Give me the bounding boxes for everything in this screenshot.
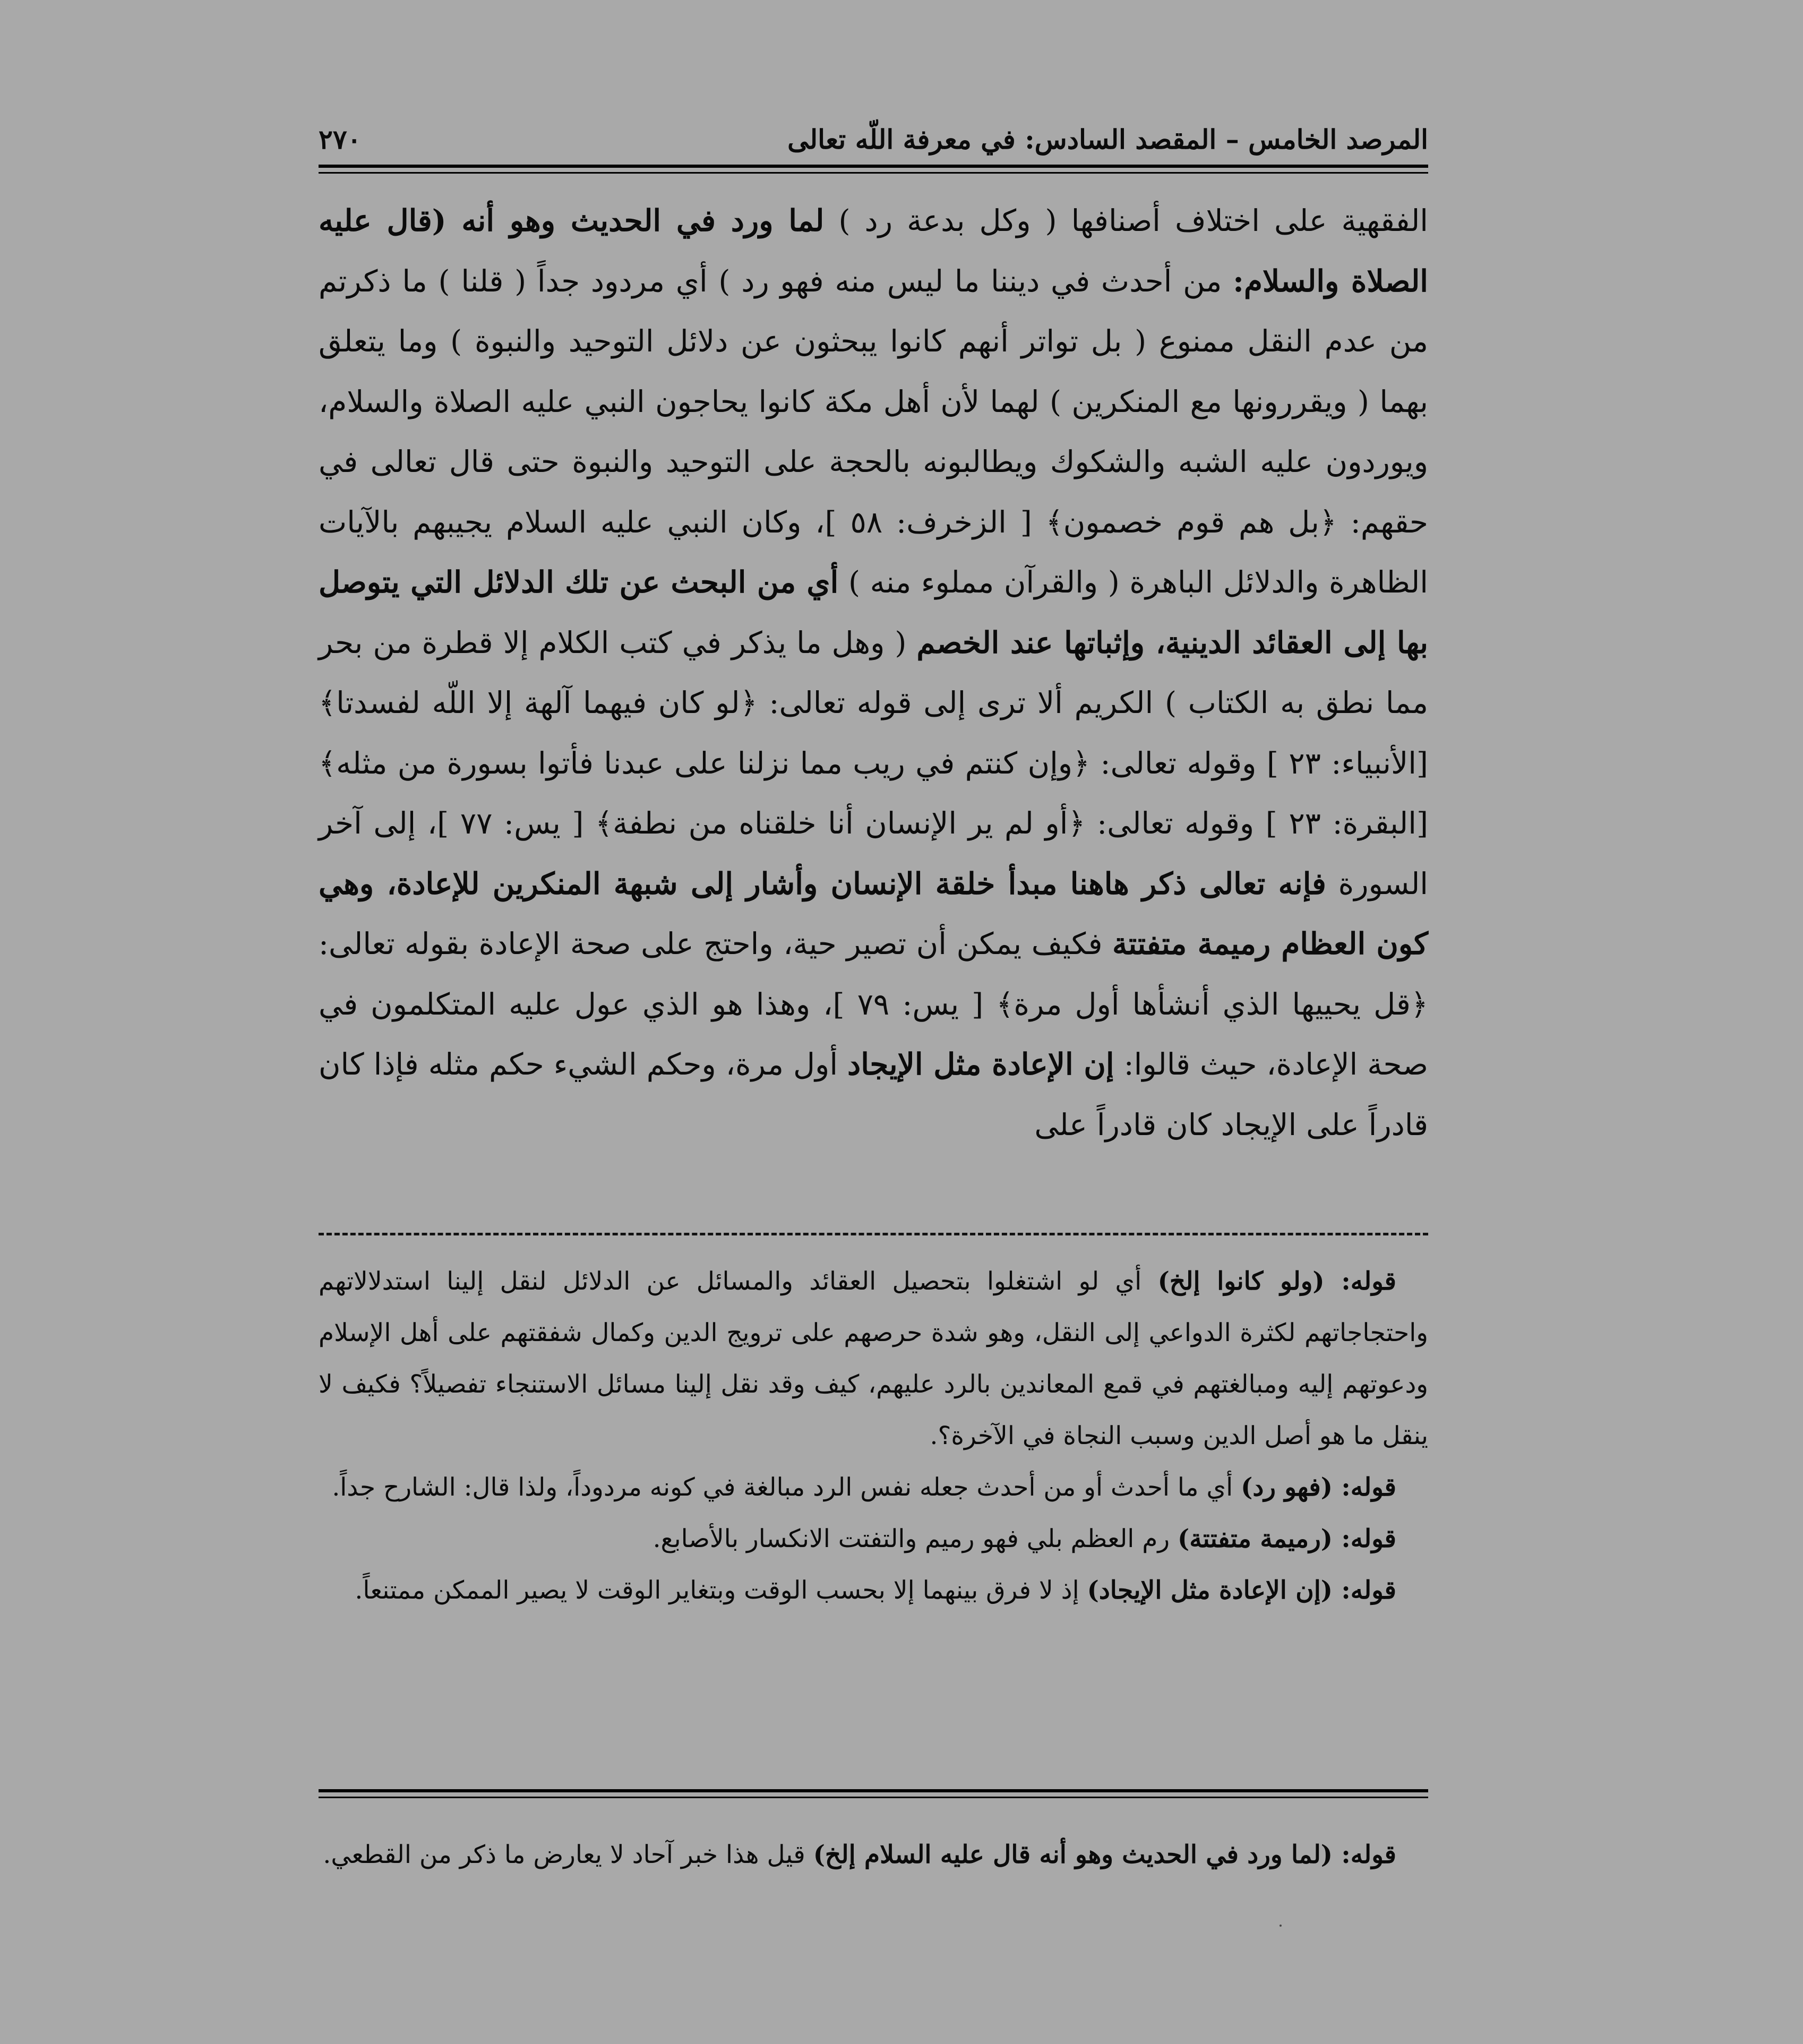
main-segment: فكيف يمكن أن تصير حية، واحتج على صحة الإعادة بقوله تعالى: ﴿قل يحييها الذي أنشأها أول مرة﴾ [ يس: ٧٩ ]، وهذا هو الذي عول عليه المتكلمون في صحة الإعادة، حيث قالوا: [319, 927, 1428, 1082]
margin-note-paragraph [319, 1829, 1428, 1880]
page-number: ٢٧٠ [319, 124, 362, 155]
main-segment-bold: رميمة متفتتة [1112, 926, 1271, 961]
main-paragraph [319, 191, 1428, 1155]
footnote-lead: قوله: (إن الإعادة مثل الإيجاد) [1087, 1576, 1396, 1605]
footnote-text: إذ لا فرق بينهما إلا بحسب الوقت وبتغاير الوقت لا يصير الممكن ممتنعاً. [355, 1576, 1087, 1605]
footnote [319, 1565, 1428, 1616]
main-segment-bold: إن الإعادة مثل الإيجاد [847, 1047, 1114, 1082]
page-header [319, 116, 1428, 164]
main-text [319, 191, 1428, 1155]
footnote-lead: قوله: (ولو كانوا إلخ) [1157, 1267, 1397, 1296]
main-segment-bold: أي من البحث عن تلك الدلائل التي يتوصل بها إلى العقائد الدينية، وإثباتها عند الخصم [319, 565, 1428, 660]
footnote [319, 1256, 1428, 1462]
main-segment-bold: فإنه تعالى ذكر هاهنا مبدأ خلقة الإنسان وأشار إلى شبهة المنكرين للإعادة، وهي كون العظام [319, 866, 1428, 961]
main-segment: من أحدث في ديننا ما ليس منه فهو رد ) أي مردود جداً ( قلنا ) ما ذكرتم من عدم النقل ممنوع ( بل تواتر أنهم كانوا يبحثون عن دلائل التوحيد والنبوة ) وما يتعلق بهما ( ويقررونها مع المنكرين ) لهما لأن أهل مكة كانوا يحاجون النبي عليه الصلاة والسلام، ويوردون عليه الشبه والشكوك ويطالبونه بالحجة على التوحيد والنبوة حتى قال تعالى في حقهم: ﴿بل هم قوم خصمون﴾ [ الزخرف: ٥٨ ]، وكان النبي عليه السلام يجيبهم بالآيات الظاهرة والدلائل الباهرة ( والقرآن مملوء منه ) [319, 264, 1429, 600]
running-title: المرصد الخامس – المقصد السادس: في معرفة اللّه تعالى [787, 124, 1428, 155]
main-segment: الفقهية على اختلاف أصنافها ( وكل بدعة رد ) [824, 204, 1429, 238]
scan-speck [1280, 1925, 1282, 1927]
main-segment: ( وهل ما يذكر في كتب الكلام إلا قطرة من بحر مما نطق به الكتاب ) الكريم ألا ترى إلى قوله تعالى: ﴿لو كان فيهما آلهة إلا اللّه لفسدتا﴾ [الأنبياء: ٢٣ ] وقوله تعالى: ﴿وإن كنتم في ريب مما نزلنا على عبدنا فأتوا بسورة من مثله﴾ [البقرة: ٢٣ ] وقوله تعالى: ﴿أو لم ير الإنسان أنا خلقناه من نطفة﴾ [ يس: ٧٧ ]، إلى آخر السورة [319, 625, 1429, 901]
footnote-lead: قوله: (فهو رد) [1241, 1473, 1396, 1502]
bottom-rule [319, 1789, 1428, 1792]
margin-note [319, 1829, 1428, 1880]
book-page [319, 111, 1428, 1948]
margin-note-text: قيل هذا خبر آحاد لا يعارض ما ذكر من القطعي. [323, 1840, 813, 1869]
header-rule [319, 165, 1428, 168]
footnote [319, 1462, 1428, 1513]
footnote-lead: قوله: (رميمة متفتتة) [1178, 1524, 1396, 1553]
footnotes [319, 1256, 1428, 1616]
main-segment-bold: لما ورد في الحديث وهو أنه (قال عليه الصلاة والسلام: [319, 203, 1428, 299]
footnote-text: رم العظم بلي فهو رميم والتفتت الانكسار بالأصابع. [652, 1524, 1178, 1553]
margin-note-lead: قوله: (لما ورد في الحديث وهو أنه قال عليه السلام إلخ) [813, 1840, 1396, 1869]
footnote [319, 1513, 1428, 1565]
main-segment: أول مرة، وحكم الشيء حكم مثله فإذا كان قادراً على الإيجاد كان قادراً على [319, 1047, 1428, 1143]
footnote-separator [319, 1233, 1428, 1235]
footnote-text: أي لو اشتغلوا بتحصيل العقائد والمسائل عن الدلائل لنقل إلينا استدلالاتهم واحتجاجاتهم لكثرة الدواعي إلى النقل، وهو شدة حرصهم على ترويج الدين وكمال شفقتهم على أهل الإسلام ودعوتهم إليه ومبالغتهم في قمع المعاندين بالرد عليهم، كيف وقد نقل إلينا مسائل الاستنجاء تفصيلاً؟ فكيف لا ينقل ما هو أصل الدين وسبب النجاة في الآخرة؟. [319, 1267, 1428, 1450]
footnote-text: أي ما أحدث أو من أحدث جعله نفس الرد مبالغة في كونه مردوداً، ولذا قال: الشارح جداً. [332, 1473, 1241, 1502]
